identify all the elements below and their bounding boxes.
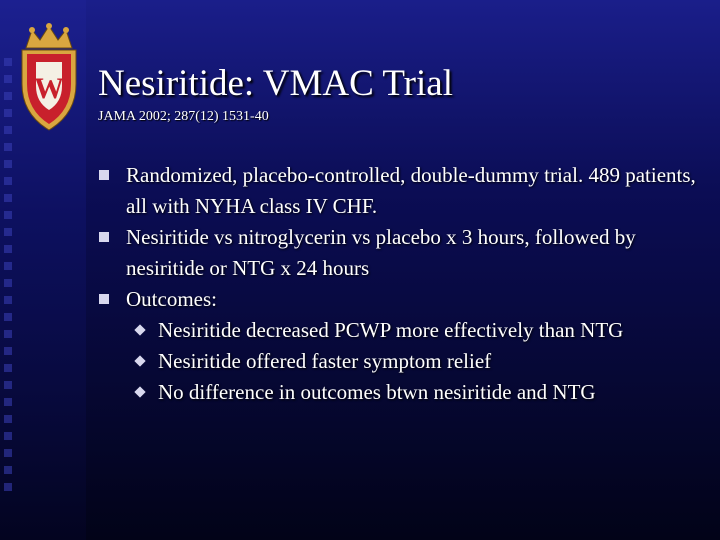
outcome-text: Nesiritide decreased PCWP more effectively than NTG	[158, 318, 624, 342]
diamond-bullet-icon	[134, 324, 145, 335]
square-bullet-icon	[99, 294, 109, 304]
outcome-text: Nesiritide offered faster symptom relief	[158, 349, 492, 373]
square-bullet-icon	[99, 170, 109, 180]
crest-letter: W	[34, 72, 64, 105]
slide-subtitle: JAMA 2002; 287(12) 1531-40	[98, 109, 269, 124]
list-item	[96, 160, 706, 222]
list-item	[96, 222, 706, 284]
diamond-bullet-icon	[134, 355, 145, 366]
outcome-text: No difference in outcomes btwn nesiritide and NTG	[158, 380, 596, 404]
list-item	[126, 315, 706, 346]
list-item	[126, 346, 706, 377]
bullet-text: Outcomes:	[126, 287, 217, 311]
university-crest-icon	[18, 22, 80, 134]
square-bullet-icon	[99, 232, 109, 242]
bullet-text: Nesiritide vs nitroglycerin vs placebo x 3 hours, followed by nesiritide or NTG x 24 hours	[126, 225, 636, 280]
list-item	[126, 377, 706, 408]
slide-title: Nesiritide: VMAC Trial	[98, 63, 453, 104]
bullet-text: Randomized, placebo-controlled, double-dummy trial. 489 patients, all with NYHA class IV CHF.	[126, 163, 696, 218]
outcomes-list	[126, 315, 706, 408]
list-item	[96, 284, 706, 408]
diamond-bullet-icon	[134, 386, 145, 397]
bullet-list	[96, 160, 706, 408]
